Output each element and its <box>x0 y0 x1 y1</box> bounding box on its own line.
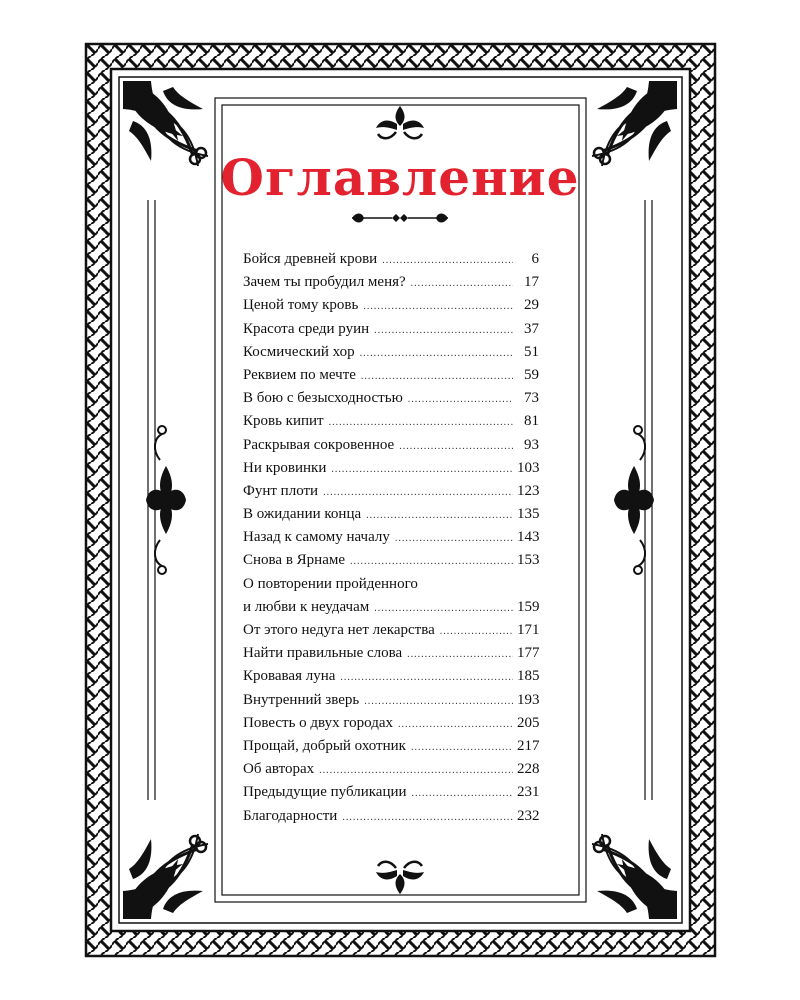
toc-entry-page: 193 <box>517 691 540 708</box>
dot-leader <box>412 782 513 805</box>
dot-leader <box>440 620 513 643</box>
toc-entry[interactable] <box>243 480 539 503</box>
toc-entry[interactable] <box>243 318 539 341</box>
dot-leader <box>366 504 513 527</box>
toc-entry[interactable] <box>243 758 539 781</box>
dot-leader <box>361 365 513 388</box>
toc-entry[interactable] <box>243 457 539 480</box>
toc-entry[interactable] <box>243 642 539 665</box>
toc-entry-title: Бойся древней крови <box>243 251 378 267</box>
toc-entry[interactable] <box>243 341 539 364</box>
toc-entry[interactable] <box>243 387 539 410</box>
toc-entry-title: Реквием по мечте <box>243 366 356 383</box>
dot-leader <box>350 550 513 573</box>
toc-entry-title-line1: О повторении пройденного <box>243 575 418 592</box>
toc-entry-page: 143 <box>517 529 540 546</box>
toc-entry-page: 185 <box>517 668 540 685</box>
toc-entry[interactable] <box>243 735 539 758</box>
toc-entry[interactable] <box>243 271 539 294</box>
dot-leader <box>331 458 513 481</box>
toc-entry-page: 93 <box>524 436 539 453</box>
toc-entry[interactable] <box>243 665 539 688</box>
toc-entry-page: 177 <box>517 645 540 662</box>
dot-leader <box>374 597 513 620</box>
toc-entry-title: От этого недуга нет лекарства <box>243 622 435 639</box>
toc-entry[interactable] <box>243 549 539 572</box>
toc-entry-page: 37 <box>524 320 539 337</box>
toc-entry-page: 123 <box>517 482 540 499</box>
toc-entry-page: 81 <box>524 413 539 430</box>
dot-leader <box>411 736 513 759</box>
toc-entry-title: Прощай, добрый охотник <box>243 737 406 754</box>
page-title: Оглавление <box>220 148 580 207</box>
toc-entry-title: Кровь кипит <box>243 413 324 430</box>
dot-leader <box>342 806 513 829</box>
toc-entry-title: Ценой тому кровь <box>243 297 359 314</box>
dot-leader <box>382 249 513 272</box>
toc-entry-title: Зачем ты пробудил меня? <box>243 274 406 291</box>
toc-entry-title: Снова в Ярнаме <box>243 552 345 569</box>
dot-leader <box>374 319 513 342</box>
dot-leader <box>340 666 513 689</box>
toc-entry[interactable] <box>243 689 539 712</box>
toc-entry-title: Об авторах <box>243 761 315 778</box>
toc-entry-title: Красота среди руин <box>243 320 370 337</box>
toc-entry-page: 17 <box>524 274 539 291</box>
dot-leader <box>399 435 513 458</box>
toc-entry[interactable] <box>243 294 539 317</box>
toc-entry-title: Фунт плоти <box>243 482 319 499</box>
dot-leader <box>411 272 513 295</box>
dot-leader <box>408 388 513 411</box>
dot-leader <box>398 713 513 736</box>
toc-entry[interactable] <box>243 364 539 387</box>
toc-entry-title: Найти правильные слова <box>243 645 403 662</box>
toc-entry-page: 153 <box>517 552 540 569</box>
toc-entry-title: Назад к самому началу <box>243 529 390 546</box>
toc-entry-page: 59 <box>524 366 539 383</box>
toc-entry-page: 6 <box>531 251 539 267</box>
dot-leader <box>363 295 513 318</box>
toc-entry-page: 217 <box>517 737 540 754</box>
toc-entry[interactable] <box>243 248 539 271</box>
toc-entry[interactable] <box>243 712 539 735</box>
toc-entry-title: В бою с безысходностью <box>243 390 403 407</box>
toc-entry-page: 232 <box>517 807 540 824</box>
toc-entry[interactable] <box>243 526 539 549</box>
table-of-contents <box>243 248 539 828</box>
toc-entry[interactable] <box>243 434 539 457</box>
dot-leader <box>323 481 513 504</box>
toc-entry-page: 205 <box>517 714 540 731</box>
toc-entry[interactable] <box>243 503 539 526</box>
toc-entry-title: и любви к неудачам <box>243 598 370 615</box>
toc-entry[interactable] <box>243 805 539 828</box>
dot-leader <box>364 690 513 713</box>
dot-leader <box>329 411 513 434</box>
toc-entry-page: 228 <box>517 761 540 778</box>
toc-entry[interactable] <box>243 573 539 619</box>
toc-entry-title: Внутренний зверь <box>243 691 360 708</box>
dot-leader <box>360 342 513 365</box>
toc-entry[interactable] <box>243 410 539 433</box>
toc-entry-title: Повесть о двух городах <box>243 714 393 731</box>
dot-leader <box>319 759 513 782</box>
toc-entry-title: В ожидании конца <box>243 506 362 523</box>
toc-entry-page: 103 <box>517 459 540 476</box>
toc-entry-title: Раскрывая сокровенное <box>243 436 395 453</box>
toc-entry-title: Предыдущие публикации <box>243 784 407 801</box>
toc-entry-title: Ни кровинки <box>243 459 327 476</box>
dot-leader <box>395 527 513 550</box>
toc-entry-page: 159 <box>517 598 540 615</box>
toc-entry-title: Кровавая луна <box>243 668 336 685</box>
toc-entry-page: 51 <box>524 343 539 360</box>
toc-entry-page: 73 <box>524 390 539 407</box>
toc-entry[interactable] <box>243 619 539 642</box>
toc-entry-title: Благодарности <box>243 807 338 824</box>
toc-entry-title: Космический хор <box>243 343 355 360</box>
toc-entry-page: 171 <box>517 622 540 639</box>
toc-entry[interactable] <box>243 781 539 804</box>
toc-entry-page: 231 <box>517 784 540 801</box>
dot-leader <box>407 643 513 666</box>
toc-entry-page: 135 <box>517 506 540 523</box>
toc-entry-page: 29 <box>524 297 539 314</box>
